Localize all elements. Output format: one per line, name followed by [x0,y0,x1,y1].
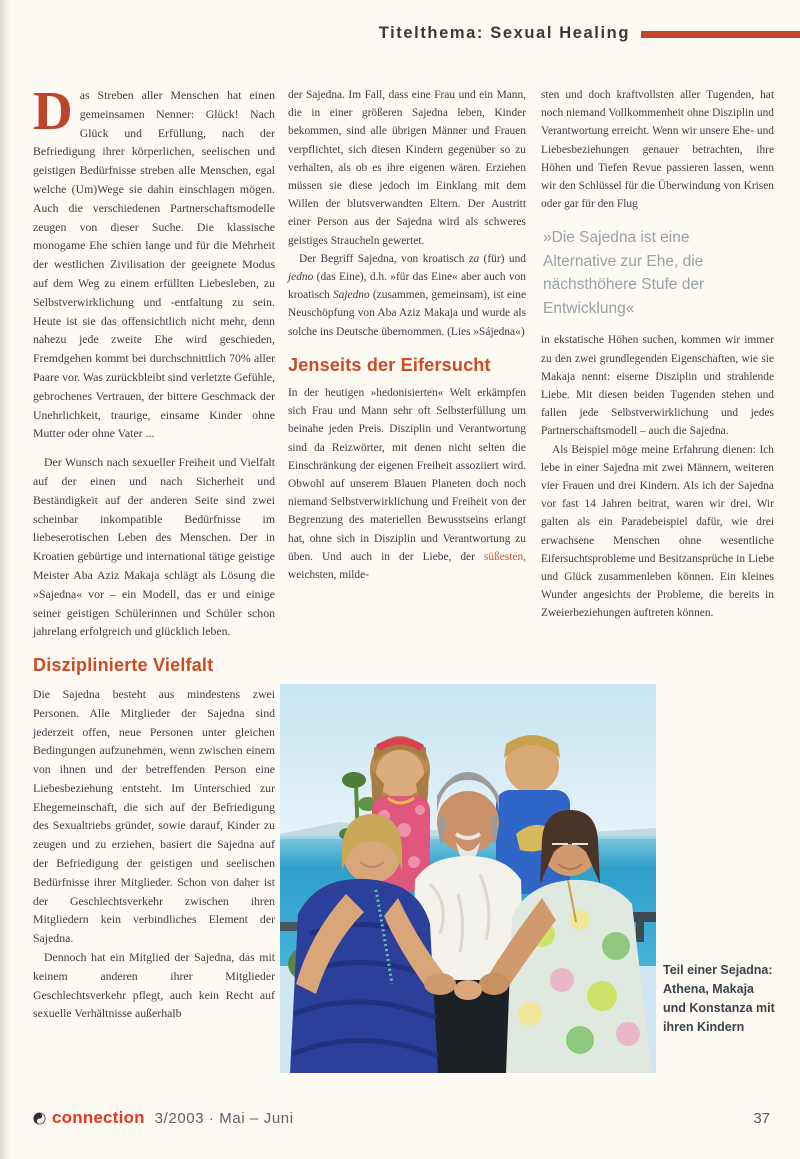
subheading-disziplinierte-vielfalt: Disziplinierte Vielfalt [33,655,214,676]
red-highlight-word: süßesten, [483,550,526,563]
article-column-2 [288,86,526,584]
article-column-3 [541,86,774,623]
photo-caption: Teil einer Sejadna: Athena, Makaja und Konstanza mit ihren Kindern [663,963,775,1034]
body-paragraph: sten und doch kraftvollsten aller Tugenden, hat noch niemand Vollkommenheit ohne Disziplin und Verantwortung erreicht. Wenn wir unsere Ehe- und Liebesbeziehungen genauer betrachten, ihre Höhen und Tiefen Revue passieren lassen, wenn wir den Schlüssel für die Überwindung von Krisen oder gar für den Flug [541,89,774,211]
body-paragraph: Das Streben aller Menschen hat einen gemeinsamen Nenner: Glück! Nach Glück und Erfüllung, nach der Befriedigung ihrer körperlichen, seelischen und geistigen Bedürfnisse streben alle Menschen, egal welche (Um)Wege sie dahin einschlagen mögen. Auch die verschiedenen Partnerschaftsmodelle zeugen von dieser Suche. Die klassische monogame Ehe schien lange und für die Mehrheit der westlichen Zivilisation der geeignete Modus auf dem Weg zu einem erfüllten Liebesleben, zu Selbstverwirklichung und -entfaltung zu sein. Heute ist sie das offensichtlich nicht mehr, denn nahezu jede zweite Ehe wird geschieden, Fremdgehen kommt bei durchschnittlich 70% aller Paare vor. Was zurückbleibt sind verletzte Gefühle, gebrochenes Vertrauen, der bittere Geschmack der Unehrlichkeit, traurige, einsame Kinder ohne Mutter oder ohne Vater ... [33,80,275,441]
page-number: 37 [753,1110,770,1127]
italic-term: Sajedno [332,289,370,302]
section-title: Titelthema: Sexual Healing [378,24,630,42]
page-footer [33,1108,772,1134]
body-paragraph: In der heutigen »hedonisierten« Welt erkämpfen sich Frau und Mann sehr oft Selbsterfüllung um beinahe jeden Preis. Disziplin und Verantwortung sind da Reizwörter, mit denen nicht selten die Einschränkung der eigenen Freiheit assoziiert wird. Obwohl auf unserem Blauen Planeten doch noch niemand Selbstverwirklichung und Freiheit von der Begrenzung des materiellen Bewusstseins erlangt hat, ohne sich in Disziplin und Verantwortung zu üben. Und auch in der Liebe, der süßesten, weichsten, milde- [288,387,526,582]
body-paragraph: Dennoch hat ein Mitglied der Sajedna, das mit keinem anderen ihrer Mitglieder Geschlechtsverkehr pflegt, auch kein Recht auf sexuelle Verhältnisse außerhalb [33,950,275,1021]
connection-logo-icon [33,1112,46,1125]
body-paragraph: in ekstatische Höhen suchen, kommen wir immer zu den zwei grundlegenden Eigenschaften, wie sie Makaja nennt: eiserne Disziplin und strahlende Liebe. Mit diesen beiden Tugenden stehen und fallen jede Selbstverwirklichung und jedes Partnerschaftsmodell – auch die Sajedna. [541,334,774,438]
family-photo [280,684,656,1073]
issue-label: 3/2003 · Mai – Juni [154,1109,294,1127]
italic-term: jedno [288,271,314,284]
article-column-1 [33,80,275,1023]
body-paragraph: Als Beispiel möge meine Erfahrung dienen: Ich lebe in einer Sajedna mit zwei Männern, weiteren vier Frauen und drei Kindern. Als ich der Sajedna vor fast 14 Jahren beitrat, waren wir drei. Wir galten als ein Paradebeispiel dafür, wie drei erwachsene Menschen ohne wesentliche Eifersuchtsprobleme und Besitzansprüche in Liebe und Glück zusammenleben können. Ein kleines Wunder angesichts der Probleme, die bereits in Zweierbeziehungen auftreten können. [541,443,774,620]
magazine-name: connection [52,1108,145,1127]
scan-edge-shadow [0,0,10,1159]
pull-quote: »Die Sajedna ist eine Alternative zur Ehe, die nächsthöhere Stufe der Entwicklung« [543,229,705,317]
body-paragraph: Der Begriff Sajedna, von kroatisch za (für) und jedno (das Eine), d.h. »für das Eine« aber auch von kroatisch Sajedno (zusammen, gemeinsam), ist eine Neuschöpfung von Aba Aziz Makaja und wurde als solche ins Deutsche übernommen. (Lies »Sájedna«) [288,252,526,338]
subheading-jenseits-der-eifersucht: Jenseits der Eifersucht [288,354,491,375]
body-paragraph: der Sajedna. Im Fall, dass eine Frau und ein Mann, die in einer größeren Sajedna leben, Kinder bekommen, sind alle übrigen Männer und Frauen verpflichtet, sich diesen Kindern gegenüber so zu verhalten, als ob es ihre eigenen wären. Erziehen müssen sie diese jedoch im Einklang mit dem Willen der blutsverwandten Eltern. Der Austritt einer Person aus der Sajedna wird als schweres geistiges Straucheln gewertet. [288,89,526,247]
header-rule [641,31,800,38]
body-paragraph: Die Sajedna besteht aus mindestens zwei Personen. Alle Mitglieder der Sajedna sind jederzeit offen, neue Personen unter gleichen Bedingungen aufzunehmen, wenn zwischen einem von ihnen und der betreffenden Person eine Liebesbeziehung entsteht. Im Unterschied zur Ehegemeinschaft, die sich auf der Befriedigung des Sexualtriebs gründet, sowie darauf, Kinder zu zeugen und zu erziehen, basiert die Sajedna auf der Befriedigung der geistigen und seelischen Bedürfnisse ihrer Mitglieder. Schon von daher ist der Geschlechtsverkehr zwischen ihren Mitgliedern kein verbindliches Element der Sajedna. [33,686,275,946]
drop-cap: D [33,80,73,141]
photo-illustration [280,684,656,1073]
italic-term: za [468,252,480,265]
footer-magazine-info [33,1108,294,1128]
body-paragraph: Der Wunsch nach sexueller Freiheit und Vielfalt auf der einen und nach Sicherheit und Beständigkeit auf der anderen Seite sind zwei scheinbar inkompatible Bedürfnisse im liebeserotischen Leben des Menschen. Der in Kroatien gebürtige und international tätige geistige Meister Aba Aziz Makaja schlägt als Lösung die »Sajedna« vor – ein Modell, das er und einige seiner geistigen Schülerinnen und Schüler schon jahrelang erfolgreich und glücklich leben. [33,455,275,639]
